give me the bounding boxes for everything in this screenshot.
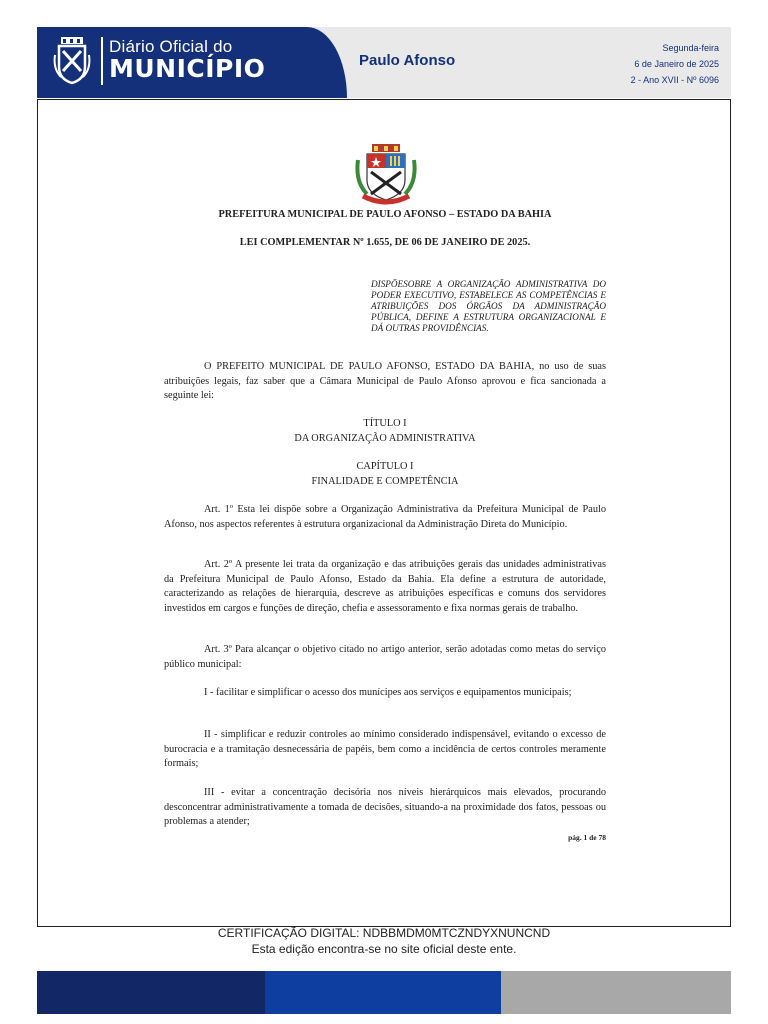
article-3: Art. 3º Para alcançar o objetivo citado no artigo anterior, serão adotadas como metas do serviço público municipal:: [164, 644, 606, 670]
document-titulo: [164, 417, 606, 446]
footer-bar-dark: [37, 971, 265, 1014]
article-2: Art. 2º A presente lei trata da organização e das atribuições gerais das unidades administrativas da Prefeitura Municipal de Paulo Afonso, Estado da Bahia. Ela define a estrutura de autoridade, caracterizando as relações de hierarquia, descreve as atribuições específicas e comuns dos servidores investidos em cargos e funções de direção, chefia e assessoramento e fixa normas gerais de trabalho.: [164, 559, 606, 614]
page-number: pág. 1 de 78: [568, 833, 606, 842]
titulo-name: DA ORGANIZAÇÃO ADMINISTRATIVA: [294, 432, 476, 444]
article-3-item-1: I - facilitar e simplificar o acesso dos munícipes aos serviços e equipamentos municipais;: [204, 687, 572, 698]
header-weekday: Segunda-feira: [662, 43, 719, 53]
document-ementa: DISPÕESOBRE A ORGANIZAÇÃO ADMINISTRATIVA DO PODER EXECUTIVO, ESTABELECE AS COMPETÊNCIAS E ATRIBUIÇÕES DOS ÓRGÃOS DA ADMINISTRAÇÃO PÚBLICA, DEFINE A ESTRUTURA ORGANIZACIONAL E DÁ OUTRAS PROVIDÊNCIAS.: [371, 279, 606, 333]
capitulo-label: CAPÍTULO I: [356, 461, 414, 472]
document-heading-prefeitura: PREFEITURA MUNICIPAL DE PAULO AFONSO – ESTADO DA BAHIA: [218, 209, 552, 220]
municipal-crest-icon: [53, 37, 91, 85]
article-3-item-3: III - evitar a concentração decisória nos níveis hierárquicos mais elevados, procurando desconcentrar administrativamente a tomada de decisões, situando-a na proximidade dos fatos, pessoas ou problemas a atender;: [164, 787, 606, 828]
edition-note: Esta edição encontra-se no site oficial deste ente.: [251, 942, 517, 956]
header-title-line2: MUNICÍPIO: [109, 54, 266, 83]
header-meta: [631, 40, 719, 88]
document-page: [37, 99, 731, 927]
diario-header: [37, 27, 731, 98]
document-opening-paragraph: O PREFEITO MUNICIPAL DE PAULO AFONSO, ESTADO DA BAHIA, no uso de suas atribuições legais, faz saber que a Câmara Municipal de Paulo Afonso aprovou e fica sancionada a seguinte lei:: [164, 361, 606, 402]
header-city: Paulo Afonso: [359, 52, 456, 69]
header-date: 6 de Janeiro de 2025: [634, 59, 719, 69]
document-capitulo: [164, 460, 606, 489]
document-heading-lei: LEI COMPLEMENTAR Nº 1.655, DE 06 DE JANEIRO DE 2025.: [239, 237, 531, 248]
header-title-line1: Diário Oficial do: [109, 37, 233, 56]
coat-of-arms-icon: [355, 142, 417, 206]
footer-bar-blue: [265, 971, 501, 1014]
footer-bar-grey: [501, 971, 731, 1014]
header-edition: 2 - Ano XVII - Nº 6096: [630, 75, 719, 85]
header-brand-panel: [37, 27, 347, 98]
titulo-label: TÍTULO I: [363, 418, 407, 429]
article-3-item-2: II - simplificar e reduzir controles ao mínimo considerado indispensável, evitando o excesso de burocracia e a tramitação desnecessária de papéis, bem como a incidência de certos controles meramente formais;: [164, 729, 606, 770]
capitulo-name: FINALIDADE E COMPETÊNCIA: [311, 475, 459, 487]
footer-color-bar: [37, 971, 731, 1014]
article-1: Art. 1º Esta lei dispõe sobre a Organização Administrativa da Prefeitura Municipal de Paulo Afonso, nos aspectos referentes à estrutura organizacional da Administração Direta do Município.: [164, 504, 606, 530]
header-divider: [101, 37, 103, 85]
digital-certification: CERTIFICAÇÃO DIGITAL: NDBBMDM0MTCZNDYXNUNCND: [217, 926, 551, 940]
